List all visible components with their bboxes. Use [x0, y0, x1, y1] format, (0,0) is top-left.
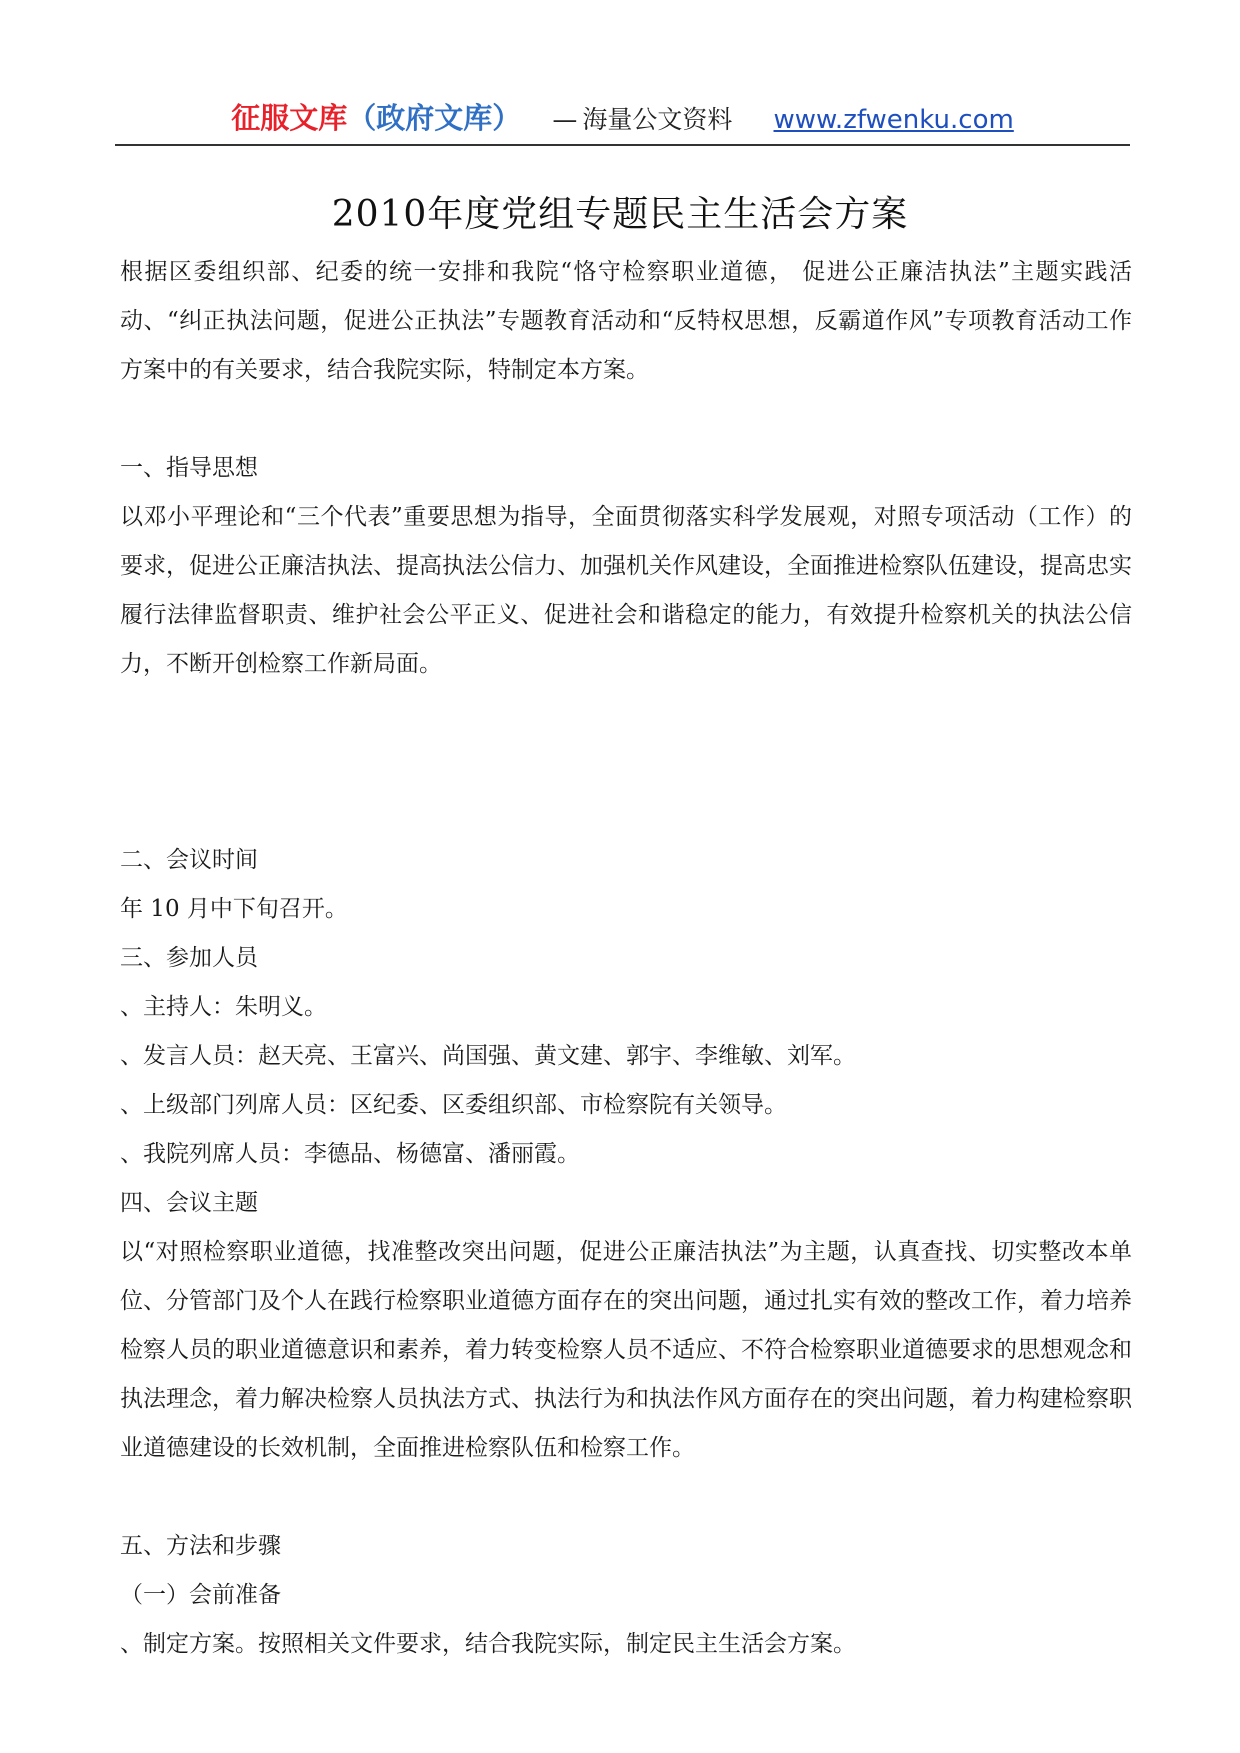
spacer	[120, 1473, 1132, 1522]
list-item: 、主持人：朱明义。	[120, 994, 327, 1020]
list-item: 、上级部门列席人员：区纪委、区委组织部、市检察院有关领导。	[120, 1092, 787, 1118]
section-5-heading: 五、方法和步骤	[120, 1533, 281, 1559]
section-1-heading: 一、指导思想	[120, 455, 258, 481]
document-body	[120, 248, 1132, 1669]
section-2-body: 年 10 月中下旬召开。	[120, 896, 348, 922]
site-link[interactable]: www.zfwenku.com	[773, 105, 1014, 135]
section-4-heading: 四、会议主题	[120, 1190, 258, 1216]
brand-name: 征服文库	[231, 101, 348, 135]
intro-paragraph: 根据区委组织部、纪委的统一安排和我院“恪守检察职业道德， 促进公正廉洁执法”主题实践活动、“纠正执法问题，促进公正执法”专题教育活动和“反特权思想，反霸道作风”专项教育活动工作方案中的有关要求，结合我院实际，特制定本方案。	[120, 259, 1132, 383]
list-item: 、制定方案。按照相关文件要求，结合我院实际，制定民主生活会方案。	[120, 1631, 856, 1657]
list-item: 、我院列席人员：李德品、杨德富、潘丽霞。	[120, 1141, 580, 1167]
brand-subname: （政府文库）	[347, 101, 522, 135]
section-2-heading: 二、会议时间	[120, 847, 258, 873]
section-5-subheading: （一）会前准备	[120, 1582, 281, 1608]
section-4-body: 以“对照检察职业道德，找准整改突出问题，促进公正廉洁执法”为主题，认真查找、切实整改本单位、分管部门及个人在践行检察职业道德方面存在的突出问题，通过扎实有效的整改工作，着力培养检察人员的职业道德意识和素养，着力转变检察人员不适应、不符合检察职业道德要求的思想观念和执法理念，着力解决检察人员执法方式、执法行为和执法作风方面存在的突出问题，着力构建检察职业道德建设的长效机制，全面推进检察队伍和检察工作。	[120, 1239, 1132, 1461]
list-item: 、发言人员：赵天亮、王富兴、尚国强、黄文建、郭宇、李维敏、刘军。	[120, 1043, 856, 1069]
header-separator: —	[552, 105, 578, 134]
header-tagline: 海量公文资料	[582, 105, 733, 134]
section-1-body: 以邓小平理论和“三个代表”重要思想为指导，全面贯彻落实科学发展观，对照专项活动（工作）的要求，促进公正廉洁执法、提高执法公信力、加强机关作风建设，全面推进检察队伍建设，提高忠实履行法律监督职责、维护社会公平正义、促进社会和谐稳定的能力，有效提升检察机关的执法公信力，不断开创检察工作新局面。	[120, 504, 1132, 677]
document-title: 2010年度党组专题民主生活会方案	[331, 194, 909, 235]
spacer	[120, 395, 1132, 444]
section-3-heading: 三、参加人员	[120, 945, 258, 971]
spacer	[120, 689, 1132, 836]
page-header	[115, 96, 1130, 146]
